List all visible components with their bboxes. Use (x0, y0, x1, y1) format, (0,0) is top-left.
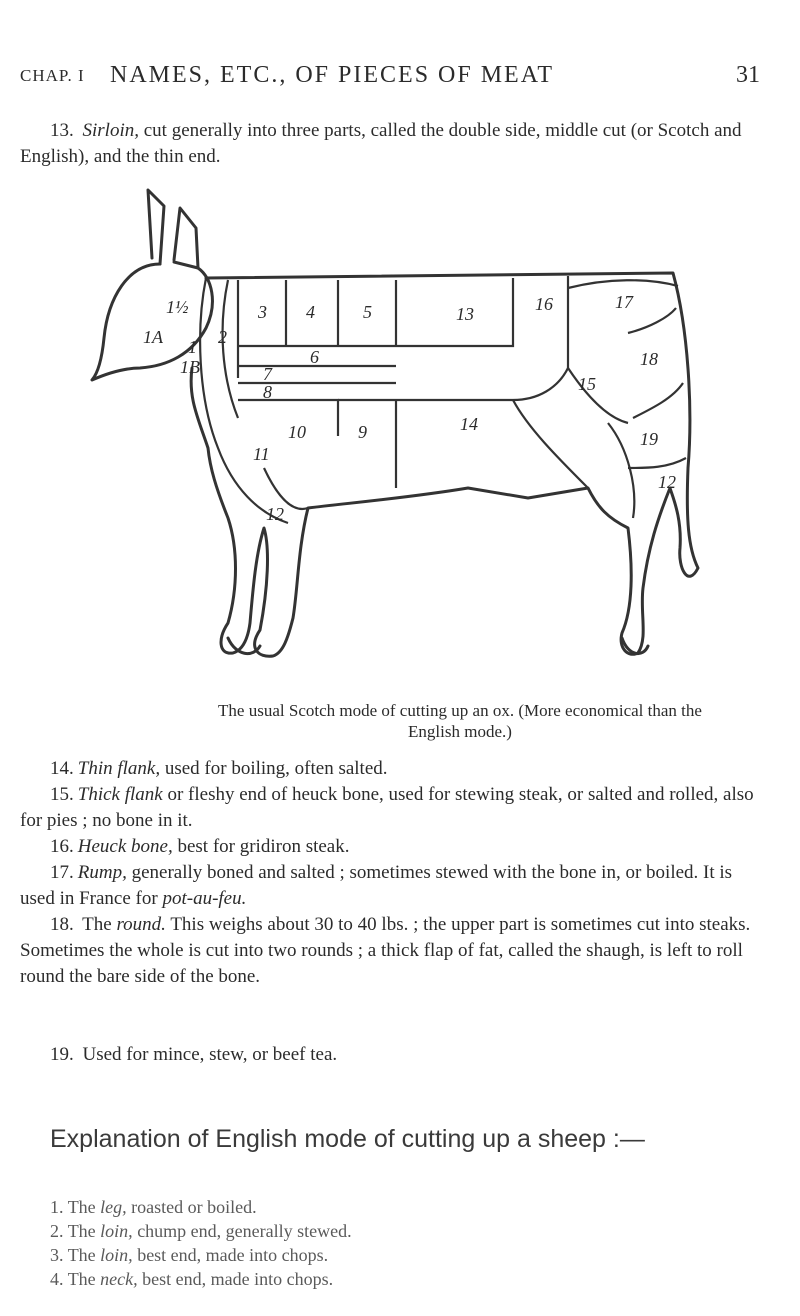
label-4: 4 (306, 302, 315, 322)
cut-line-foreleg (264, 468, 308, 509)
entry-text: cut generally into three parts, called the double side, middle cut (or Scotch and English), and the thin end. (20, 120, 742, 167)
entry-17 (20, 860, 762, 912)
cut-line-15 (568, 368, 628, 423)
item-text: chump end, generally stewed. (132, 1221, 352, 1241)
label-2: 2 (218, 327, 227, 347)
entry-number: 14. (50, 758, 74, 779)
label-9: 9 (358, 422, 367, 442)
label-12-leg: 12 (266, 504, 284, 524)
item-term: loin, (100, 1245, 133, 1265)
item-pre: The (67, 1197, 101, 1217)
label-5: 5 (363, 302, 372, 322)
item-number: 4. (50, 1269, 64, 1289)
ox-cutting-diagram (88, 168, 708, 688)
chapter-label: CHAP. I (20, 66, 85, 85)
cut-line-17-18 (628, 308, 676, 333)
item-pre: The (67, 1221, 101, 1241)
entry-18 (20, 912, 762, 990)
label-3: 3 (258, 302, 267, 322)
running-header (20, 62, 760, 92)
entry-term: Heuck bone, (77, 836, 173, 857)
cut-line-19 (628, 458, 686, 468)
label-16: 16 (535, 294, 553, 314)
entry-number: 13. (50, 120, 74, 141)
item-term: leg, (100, 1197, 127, 1217)
label-1A: 1A (143, 327, 163, 347)
entry-term: round. (116, 914, 166, 935)
body-outline (191, 273, 698, 656)
label-17: 17 (615, 292, 633, 312)
item-text: best end, made into chops. (132, 1245, 329, 1265)
item-number: 1. (50, 1197, 64, 1217)
caption-line-2: English mode.) (408, 722, 512, 741)
entry-text: or fleshy end of heuck bone, used for stewing steak, or salted and rolled, also for pies ; no bone in it. (20, 784, 754, 831)
cut-line-flank-curve (608, 423, 634, 518)
label-1-half: 1½ (166, 297, 189, 317)
entry-number: 18. (50, 914, 74, 935)
label-6: 6 (310, 347, 319, 367)
entry-number: 19. (50, 1044, 74, 1065)
entry-text: This weighs about 30 to 40 lbs. ; the upper part is sometimes cut into steaks. Sometimes the whole is cut into two rounds ; a thick flap of fat, called the shaugh, is left to roll round the bare side of the bone. (20, 914, 751, 987)
label-8: 8 (263, 382, 272, 402)
item-pre: The (67, 1245, 101, 1265)
label-12: 12 (658, 472, 676, 492)
sheep-item-3 (50, 1244, 750, 1266)
entry-term: Rump, (77, 862, 127, 883)
figure-caption (190, 700, 730, 742)
cut-line-flank (513, 400, 588, 488)
label-14: 14 (460, 414, 478, 434)
page-number: 31 (736, 62, 760, 88)
entry-13 (20, 118, 762, 170)
entry-text: best for gridiron steak. (172, 836, 350, 857)
label-10: 10 (288, 422, 306, 442)
sheep-item-2 (50, 1220, 750, 1242)
item-text: best end, made into chops. (137, 1269, 334, 1289)
label-7: 7 (263, 364, 272, 384)
item-number: 3. (50, 1245, 64, 1265)
entry-number: 16. (50, 836, 74, 857)
item-pre: The (67, 1269, 101, 1289)
entry-number: 15. (50, 784, 74, 805)
label-1: 1 (188, 337, 197, 357)
item-term: neck, (100, 1269, 138, 1289)
label-18: 18 (640, 349, 658, 369)
entry-19 (20, 1042, 762, 1068)
sheep-item-1 (50, 1196, 750, 1218)
entry-text: Used for mince, stew, or beef tea. (77, 1044, 338, 1065)
item-text: roasted or boiled. (126, 1197, 257, 1217)
entry-14 (20, 756, 762, 782)
label-13: 13 (456, 304, 474, 324)
entry-term-2: pot-au-feu. (162, 888, 247, 909)
label-15: 15 (578, 374, 596, 394)
entry-pre: The (82, 914, 117, 935)
entry-16 (20, 834, 762, 860)
label-11: 11 (253, 444, 270, 464)
entry-text: used for boiling, often salted. (160, 758, 388, 779)
label-19: 19 (640, 429, 658, 449)
item-term: loin, (100, 1221, 133, 1241)
ox-diagram-svg (88, 168, 708, 688)
running-title: NAMES, ETC., OF PIECES OF MEAT (110, 62, 555, 88)
entry-term: Sirloin, (82, 120, 139, 141)
entry-15 (20, 782, 762, 834)
cut-line-13-14 (408, 328, 513, 346)
caption-line-1: The usual Scotch mode of cutting up an ox. (More economical than the (218, 701, 702, 720)
item-number: 2. (50, 1221, 64, 1241)
entry-term: Thin flank, (77, 758, 161, 779)
entry-term: Thick flank (77, 784, 163, 805)
sheep-item-4 (50, 1268, 750, 1290)
entry-number: 17. (50, 862, 74, 883)
cut-line-17-corner (568, 280, 678, 288)
horn-left (148, 190, 164, 264)
entry-text: generally boned and salted ; sometimes stewed with the bone in, or boiled. It is used in France for (20, 862, 733, 909)
label-1B: 1B (180, 357, 200, 377)
cut-line-18-19 (633, 383, 683, 418)
horn-right (174, 208, 198, 268)
section-heading: Explanation of English mode of cutting up a sheep :— (50, 1125, 645, 1153)
cut-line-2 (223, 280, 238, 418)
